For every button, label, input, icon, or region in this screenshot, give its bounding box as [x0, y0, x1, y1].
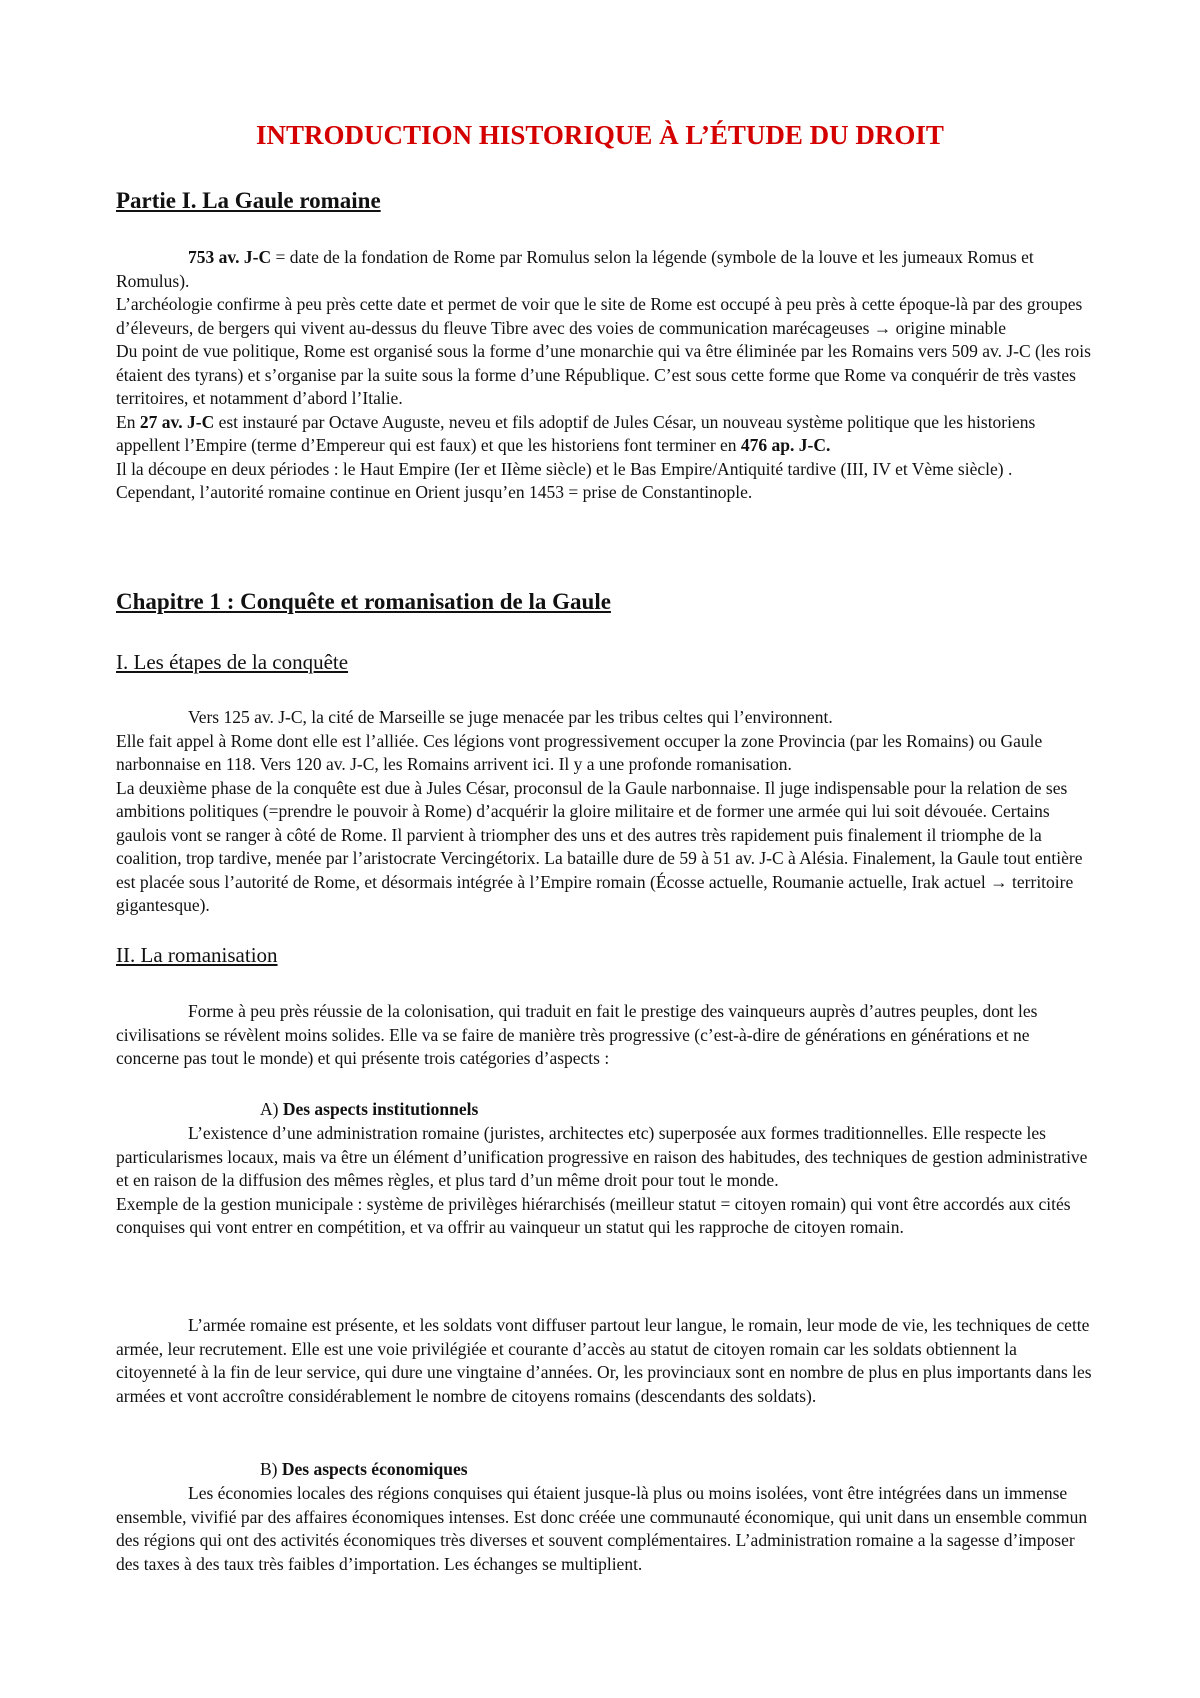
document-title: INTRODUCTION HISTORIQUE À L’ÉTUDE DU DROIT	[256, 120, 944, 150]
subsection-a-block	[116, 1122, 1096, 1240]
intro-paragraph-4: En 27 av. J-C est instauré par Octave Auguste, neveu et fils adoptif de Jules César, un nouveau système politique que les historiens appellent l’Empire (terme d’Empereur qui est faux) et que les historiens font terminer en 476 ap. J-C.	[116, 411, 1036, 455]
date-476: 476 ap. J-C.	[740, 435, 831, 455]
date-27: 27 av. J-C	[139, 411, 215, 432]
intro-paragraph-2: L’archéologie confirme à peu près cette date et permet de voir que le site de Rome est occupé à peu près à cette époque-là par des groupes d’éleveurs, de bergers qui vivent au-dessus du fleuve Tibre avec des voies de communication marécageuses → origine minable	[116, 294, 1083, 338]
intro-block	[116, 246, 1096, 505]
subsection-a-paragraph-3: L’armée romaine est présente, et les soldats vont diffuser partout leur langue, le romain, leur mode de vie, les techniques de cette armée, leur recrutement. Elle est une voie privilégiée et courante d’accès au statut de citoyen romain car les soldats obtiennent la citoyenneté à la fin de leur service, qui dure une vingtaine d’années. Or, les provinciaux sont en nombre de plus en plus importants dans les armées et vont accroître considérablement le nombre de citoyens romains (descendants des soldats).	[116, 1315, 1092, 1406]
intro-paragraph-6: Cependant, l’autorité romaine continue en Orient jusqu’en 1453 = prise de Constantinople.	[116, 482, 753, 502]
date-753: 753 av. J-C	[188, 247, 272, 267]
subsection-a-army-block	[116, 1314, 1096, 1408]
subheading-b: B) Des aspects économiques	[260, 1459, 468, 1479]
intro-paragraph-5: Il la découpe en deux périodes : le Haut Empire (Ier et IIème siècle) et le Bas Empire/Antiquité tardive (III, IV et Vème siècle) .	[116, 458, 1013, 479]
intro-paragraph-3: Du point de vue politique, Rome est organisé sous la forme d’une monarchie qui va être éliminée par les Romains vers 509 av. J-C (les rois étaient des tyrans) et s’organise par la suite sous la forme d’une République. C’est sous cette forme que Rome va conquérir de très vastes territoires, et notamment d’abord l’Italie.	[116, 341, 1091, 408]
section-2-heading: II. La romanisation	[116, 943, 278, 967]
partie-heading: Partie I. La Gaule romaine	[116, 188, 381, 213]
section-1-paragraph-3: La deuxième phase de la conquête est due à Jules César, proconsul de la Gaule narbonnaise. Il juge indispensable pour la relation de ses ambitions politiques (=prendre le pouvoir à Rome) d’acquérir la gloire militaire et de former une armée qui lui soit dévouée. Certains gaulois vont se ranger à côté de Rome. Il parvient à triompher des uns et des autres très rapidement puis finalement il triomphe de la coalition, trop tardive, menée par l’aristocrate Vercingétorix. La bataille dure de 59 à 51 av. J-C à Alésia. Finalement, la Gaule tout entière est placée sous l’autorité de Rome, et désormais intégrée à l’Empire romain (Écosse actuelle, Roumanie actuelle, Irak actuel → territoire gigantesque).	[116, 777, 1083, 915]
subsection-a-paragraph-1: L’existence d’une administration romaine (juristes, architectes etc) superposée aux formes traditionnelles. Elle respecte les particularismes locaux, mais va être un élément d’unification progressive en raison des habitudes, des techniques de gestion administrative et en raison de la diffusion des mêmes règles, et plus tard d’un même droit pour tout le monde.	[116, 1123, 1088, 1190]
chapter-heading: Chapitre 1 : Conquête et romanisation de la Gaule	[116, 589, 611, 614]
section-1-paragraph-1: Vers 125 av. J-C, la cité de Marseille se juge menacée par les tribus celtes qui l’environnent.	[188, 707, 833, 727]
section-1-block	[116, 706, 1096, 918]
section-1-heading: I. Les étapes de la conquête	[116, 650, 349, 674]
intro-paragraph-1: 753 av. J-C = date de la fondation de Rome par Romulus selon la légende (symbole de la louve et les jumeaux Romus et Romulus).	[116, 247, 1034, 291]
subheading-a: A) Des aspects institutionnels	[260, 1099, 479, 1119]
subsection-b-paragraph-1: Les économies locales des régions conquises qui étaient jusque-là plus ou moins isolées, vont être intégrées dans un immense ensemble, vivifié par des affaires économiques intenses. Est donc créée une communauté économique, qui unit dans un ensemble commun des régions qui ont des activités économiques très diverses et souvent complémentaires. L’administration romaine a la sagesse d’imposer des taxes à des taux très faibles d’importation. Les échanges se multiplient.	[116, 1483, 1088, 1574]
section-2-intro	[116, 1000, 1096, 1071]
section-2-paragraph-1: Forme à peu près réussie de la colonisation, qui traduit en fait le prestige des vainqueurs auprès d’autres peuples, dont les civilisations se révèlent moins solides. Elle va se faire de manière très progressive (c’est-à-dire de générations en générations et ne concerne pas tout le monde) et qui présente trois catégories d’aspects :	[116, 1001, 1038, 1068]
subsection-a-paragraph-2: Exemple de la gestion municipale : système de privilèges hiérarchisés (meilleur statut = citoyen romain) qui vont être accordés aux cités conquises qui vont entrer en compétition, et va offrir au vainqueur un statut qui les rapproche de citoyen romain.	[116, 1193, 1071, 1237]
subsection-b-block	[116, 1482, 1096, 1576]
section-1-paragraph-2: Elle fait appel à Rome dont elle est l’alliée. Ces légions vont progressivement occuper la zone Provincia (par les Romains) ou Gaule narbonnaise en 118. Vers 120 av. J-C, les Romains arrivent ici. Il y a une profonde romanisation.	[116, 730, 1043, 774]
